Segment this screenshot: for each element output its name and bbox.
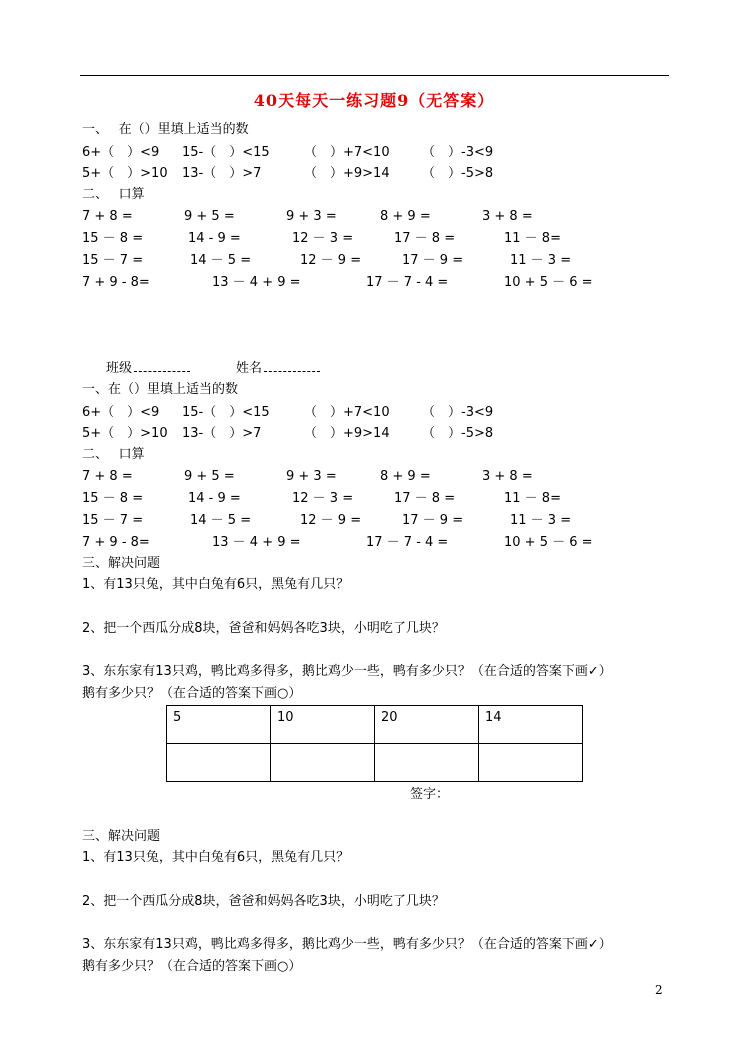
oral-heading: 二、 口算 (82, 447, 145, 462)
oral-item: 12 － 9 = (300, 513, 362, 528)
oral-item: 9 + 5 = (184, 209, 235, 224)
oral-item: 14 － 5 = (190, 513, 252, 528)
fill-item: 13-（ ）>7 (182, 166, 262, 181)
fill-item: （ ）+9>14 (304, 166, 390, 181)
question-3-line-1: 3、东东家有13只鸡，鸭比鸡多得多，鹅比鸡少一些，鸭有多少只？（在合适的答案下画✓） (82, 664, 612, 679)
answer-cell[interactable] (271, 744, 375, 782)
table-cell: 10 (271, 706, 375, 744)
fill-item: 13-（ ）>7 (182, 426, 262, 441)
fill-item: 5+（ ）>10 (82, 166, 168, 181)
oral-item: 10 + 5 － 6 = (504, 535, 593, 550)
question-1: 1、有13只兔，其中白兔有6只，黑兔有几只？ (82, 577, 350, 592)
table-cell: 5 (167, 706, 271, 744)
fill-item: （ ）-3<9 (422, 405, 494, 420)
oral-item: 17 － 8 = (394, 491, 456, 506)
oral-item: 9 + 5 = (184, 469, 235, 484)
fill-item: （ ）+7<10 (304, 405, 390, 420)
oral-item: 15 － 7 = (82, 513, 144, 528)
question-3-line-2: 鹅有多少只？（在合适的答案下画○） (82, 959, 302, 974)
oral-row (82, 489, 682, 509)
oral-item: 7 + 8 = (82, 469, 133, 484)
oral-item: 13 － 4 + 9 = (212, 275, 301, 290)
oral-item: 8 + 9 = (380, 469, 431, 484)
oral-item: 17 － 7 - 4 = (366, 535, 449, 550)
name-field (236, 359, 320, 379)
fill-item: （ ）+9>14 (304, 426, 390, 441)
oral-row (82, 207, 682, 227)
fill-item: （ ）-5>8 (422, 166, 494, 181)
fill-row (82, 424, 682, 444)
oral-item: 17 － 9 = (402, 513, 464, 528)
table-row (167, 706, 583, 744)
oral-row (82, 251, 682, 271)
oral-row (82, 533, 682, 553)
top-rule (80, 75, 669, 76)
oral-heading: 二、 口算 (82, 187, 145, 202)
oral-item: 17 － 7 - 4 = (366, 275, 449, 290)
oral-row (82, 229, 682, 249)
oral-row (82, 511, 682, 531)
oral-item: 8 + 9 = (380, 209, 431, 224)
table-row (167, 744, 583, 782)
oral-item: 11 － 8= (504, 231, 561, 246)
solve-heading: 三、解决问题 (82, 556, 161, 571)
oral-item: 17 － 9 = (402, 253, 464, 268)
signature-label: 签字： (410, 787, 450, 802)
fill-item: 5+（ ）>10 (82, 426, 168, 441)
oral-item: 7 + 9 - 8= (82, 535, 150, 550)
page-title: 40天每天一练习题9（无答案） (253, 91, 495, 110)
oral-item: 17 － 8 = (394, 231, 456, 246)
fill-row (82, 143, 682, 163)
oral-item: 9 + 3 = (286, 209, 337, 224)
answer-cell[interactable] (479, 744, 583, 782)
fill-item: 15-（ ）<15 (182, 145, 270, 160)
oral-item: 7 + 9 - 8= (82, 275, 150, 290)
oral-item: 11 － 3 = (510, 513, 572, 528)
answer-cell[interactable] (375, 744, 479, 782)
answer-cell[interactable] (167, 744, 271, 782)
page-number: 2 (655, 983, 663, 997)
oral-item: 12 － 9 = (300, 253, 362, 268)
oral-row (82, 467, 682, 487)
question-2: 2、把一个西瓜分成8块，爸爸和妈妈各吃3块，小明吃了几块？ (82, 621, 445, 636)
fill-item: 6+（ ）<9 (82, 405, 160, 420)
table-cell: 14 (479, 706, 583, 744)
oral-row (82, 273, 682, 293)
name-label: 姓名 (236, 361, 263, 376)
fill-item: （ ）-3<9 (422, 145, 494, 160)
oral-item: 10 + 5 － 6 = (504, 275, 593, 290)
oral-item: 13 － 4 + 9 = (212, 535, 301, 550)
oral-item: 15 － 8 = (82, 231, 144, 246)
fill-heading: 一、 在（）里填上适当的数 (82, 122, 249, 137)
oral-item: 14 － 5 = (190, 253, 252, 268)
oral-item: 9 + 3 = (286, 469, 337, 484)
name-blank (264, 359, 320, 372)
fill-row (82, 403, 682, 423)
fill-row (82, 164, 682, 184)
oral-item: 15 － 7 = (82, 253, 144, 268)
oral-item: 11 － 3 = (510, 253, 572, 268)
oral-item: 3 + 8 = (482, 209, 533, 224)
answer-table (166, 705, 583, 782)
oral-item: 12 － 3 = (292, 491, 354, 506)
question-1: 1、有13只兔，其中白兔有6只，黑兔有几只？ (82, 850, 350, 865)
oral-item: 7 + 8 = (82, 209, 133, 224)
table-cell: 20 (375, 706, 479, 744)
fill-item: （ ）+7<10 (304, 145, 390, 160)
class-label: 班级 (106, 361, 133, 376)
oral-item: 15 － 8 = (82, 491, 144, 506)
solve-heading: 三、解决问题 (82, 829, 161, 844)
oral-item: 12 － 3 = (292, 231, 354, 246)
class-blank (134, 359, 190, 372)
question-2: 2、把一个西瓜分成8块，爸爸和妈妈各吃3块，小明吃了几块？ (82, 894, 445, 909)
fill-item: 15-（ ）<15 (182, 405, 270, 420)
oral-item: 14 - 9 = (188, 491, 241, 506)
fill-heading: 一、在（）里填上适当的数 (82, 382, 239, 397)
fill-item: 6+（ ）<9 (82, 145, 160, 160)
oral-item: 11 － 8= (504, 491, 561, 506)
question-3-line-1: 3、东东家有13只鸡，鸭比鸡多得多，鹅比鸡少一些，鸭有多少只？（在合适的答案下画✓） (82, 937, 612, 952)
fill-item: （ ）-5>8 (422, 426, 494, 441)
class-field (106, 359, 190, 379)
question-3-line-2: 鹅有多少只？（在合适的答案下画○） (82, 686, 302, 701)
oral-item: 3 + 8 = (482, 469, 533, 484)
oral-item: 14 - 9 = (188, 231, 241, 246)
